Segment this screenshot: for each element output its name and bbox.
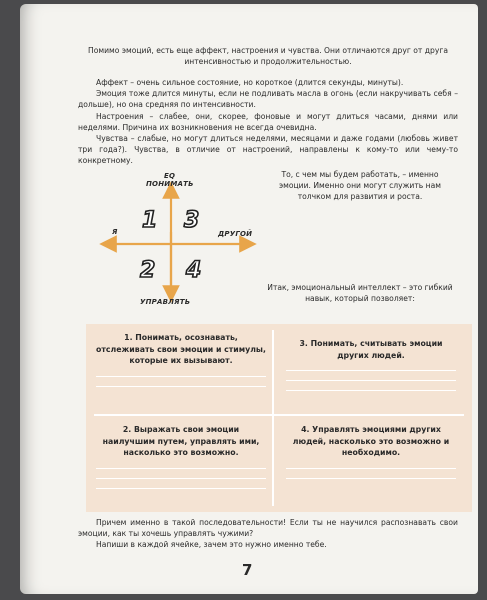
skill-cell-3[interactable] (286, 338, 456, 391)
closing-block (78, 517, 458, 551)
write-line[interactable] (286, 468, 456, 469)
grid-vertical-divider (272, 330, 274, 506)
quadrant-2: 2 (140, 258, 156, 283)
skills-grid (86, 324, 472, 512)
eq-diagram (98, 172, 260, 312)
write-line[interactable] (286, 370, 456, 371)
skill-cell-4[interactable] (286, 424, 456, 479)
manage-label: УПРАВЛЯТЬ (140, 298, 191, 306)
order-paragraph: Причем именно в такой последовательности! Если ты не научился распознавать свои эмоции, как ты хочешь управлять чужими? (78, 518, 458, 539)
write-line[interactable] (96, 386, 266, 387)
other-label: ДРУГОЙ (218, 230, 253, 238)
skill-cell-2[interactable] (96, 424, 266, 489)
page-number: 7 (242, 561, 253, 579)
write-line[interactable] (286, 478, 456, 479)
book-page (20, 4, 478, 594)
emotion-paragraph: Эмоция тоже длится минуты, если не подливать масла в огонь (если накручивать себя – дольше), но она средняя по интенсивности. (78, 89, 458, 110)
understand-label: ПОНИМАТЬ (146, 180, 194, 188)
feelings-paragraph: Чувства – слабые, но могут длиться неделями, месяцами и даже годами (любовь живет три года?). Чувства, в отличие от настроений, направлены к кому-то или чему-то конкретному. (78, 134, 458, 166)
intro-paragraph: Помимо эмоций, есть еще аффект, настроения и чувства. Они отличаются друг от друга интенсивностью и продолжительностью. (88, 46, 448, 67)
write-line[interactable] (96, 376, 266, 377)
write-line[interactable] (286, 380, 456, 381)
write-line[interactable] (96, 488, 266, 489)
skill-1-title: 1. Понимать, осознавать, отслеживать свои эмоции и стимулы, которые их вызывают. (96, 333, 266, 365)
quadrant-4: 4 (186, 258, 202, 283)
write-line[interactable] (96, 478, 266, 479)
eq-label: EQ (164, 172, 176, 180)
grid-horizontal-divider (94, 414, 464, 416)
quadrant-1: 1 (142, 208, 158, 233)
self-label: Я (112, 228, 118, 236)
mood-paragraph: Настроения – слабее, они, скорее, фоновые и могут длиться часами, днями или неделями. Причина их возникновения не всегда очевидна. (78, 111, 458, 132)
quadrant-3: 3 (184, 208, 200, 233)
write-line[interactable] (96, 468, 266, 469)
skill-cell-1[interactable] (96, 332, 266, 387)
affect-paragraph: Аффект – очень сильное состояние, но короткое (длится секунды, минуты). (96, 78, 404, 87)
eq-axes (98, 172, 260, 312)
skill-2-title: 2. Выражать свои эмоции наилучшим путем, управлять ими, насколько это возможно. (102, 425, 260, 457)
skill-3-title: 3. Понимать, считывать эмоции других людей. (299, 339, 443, 360)
ei-intro-paragraph: Итак, эмоциональный интеллект – это гибкий навык, который позволяет: (267, 283, 453, 304)
definitions-block (78, 77, 458, 167)
write-line[interactable] (286, 390, 456, 391)
skill-4-title: 4. Управлять эмоциями других людей, насколько это возможно и необходимо. (292, 425, 450, 457)
task-paragraph: Напиши в каждой ячейке, зачем это нужно именно тебе. (96, 540, 327, 550)
work-with-paragraph: То, с чем мы будем работать, – именно эмоции. Именно они могут служить нам толчком для развития и роста. (278, 170, 442, 202)
